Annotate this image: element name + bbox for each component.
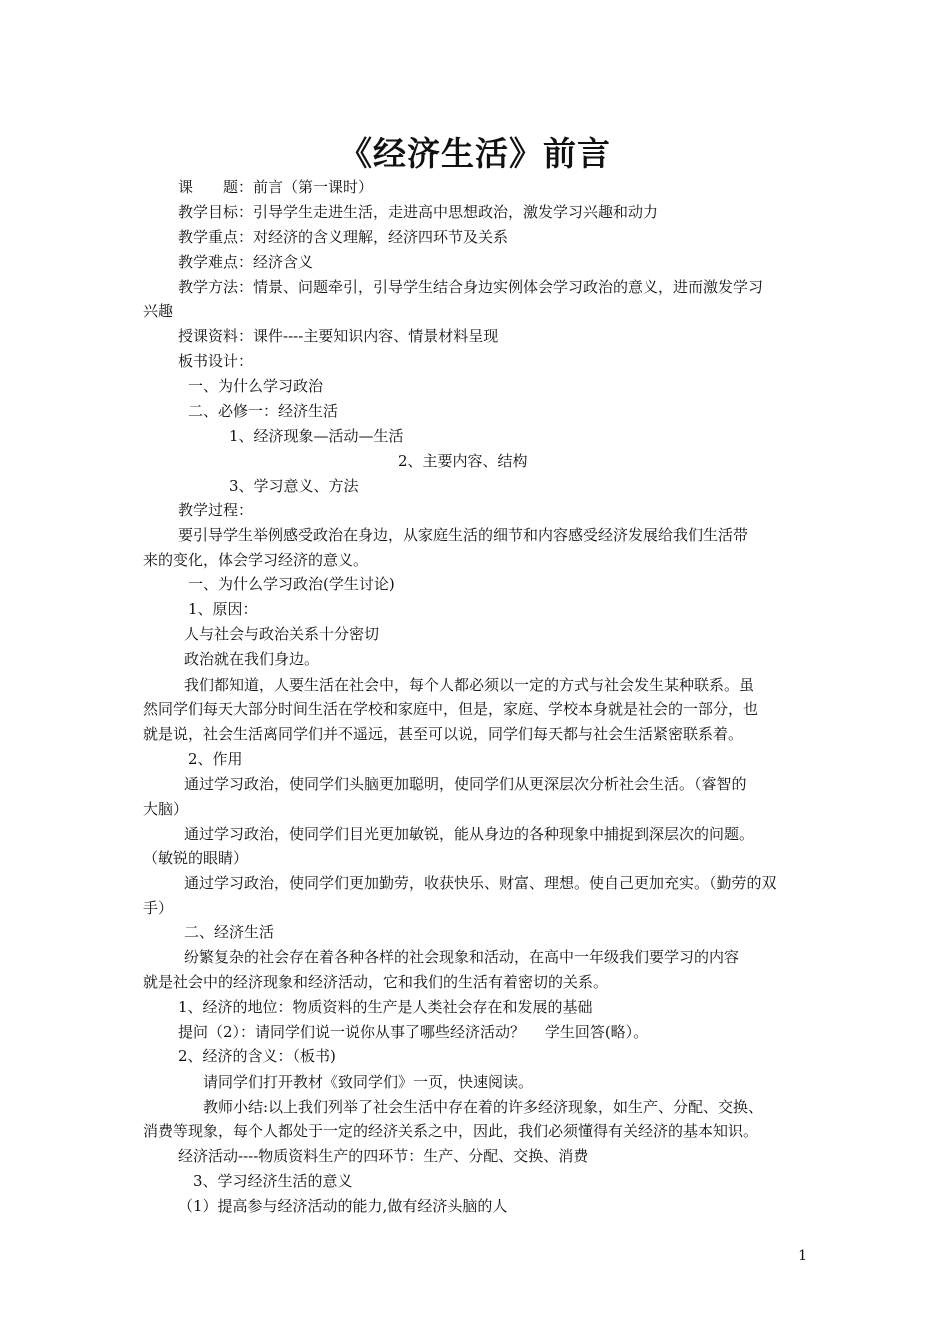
- text-line: 政治就在我们身边。: [184, 650, 320, 668]
- course-line: [178, 177, 373, 197]
- text-line: 请同学们打开教材《致同学们》一页，快速阅读。: [203, 1073, 534, 1091]
- paragraph-line: 我们都知道，人要生活在社会中，每个人都必须以一定的方式与社会发生某种联系。虽: [184, 676, 755, 694]
- text-line: 人与社会与政治关系十分密切: [184, 625, 380, 643]
- board-item: 1、经济现象—活动—生活: [229, 427, 404, 445]
- paragraph-line: 消费等现象，每个人都处于一定的经济关系之中，因此，我们必须懂得有关经济的基本知识。: [143, 1122, 759, 1140]
- board-item: 二、必修一：经济生活: [188, 402, 339, 420]
- teaching-method-line2: 兴趣: [143, 302, 174, 320]
- paragraph-line: 通过学习政治，使同学们头脑更加聪明，使同学们从更深层次分析社会生活。（睿智的: [184, 775, 747, 793]
- list-item: 3、学习经济生活的意义: [193, 1172, 353, 1190]
- board-item: 一、为什么学习政治: [188, 377, 324, 395]
- teaching-materials: 授课资料：课件----主要知识内容、情景材料呈现: [178, 327, 499, 345]
- teaching-method-line1: 教学方法：情景、问题牵引，引导学生结合身边实例体会学习政治的意义，进而激发学习: [178, 278, 764, 296]
- paragraph-line: 通过学习政治，使同学们更加勤劳，收获快乐、财富、理想。使自己更加充实。（勤劳的双: [184, 874, 777, 892]
- paragraph-line: 就是说，社会生活离同学们并不遥远，甚至可以说，同学们每天都与社会生活紧密联系着。: [143, 725, 744, 743]
- question-line: 提问（2）：请同学们说一说你从事了哪些经济活动？ 学生回答(略）。: [178, 1023, 649, 1041]
- process-heading: 教学过程：: [178, 501, 254, 519]
- paragraph-line: 来的变化，体会学习经济的意义。: [143, 551, 369, 569]
- paragraph-line: 然同学们每天大部分时间生活在学校和家庭中，但是，家庭、学校本身就是社会的一部分，也: [143, 700, 759, 718]
- course-value: 前言（第一课时）: [253, 178, 374, 196]
- page-number: 1: [798, 1248, 807, 1264]
- paragraph-line: 大脑）: [143, 800, 189, 818]
- list-item: （1）提高参与经济活动的能力,做有经济头脑的人: [178, 1197, 508, 1215]
- teaching-goal: 教学目标：引导学生走进生活，走进高中思想政治，激发学习兴趣和动力: [178, 203, 659, 221]
- paragraph-line: 教师小结:以上我们列举了社会生活中存在着的许多经济现象，如生产、分配、交换、: [203, 1098, 764, 1116]
- teaching-difficulty: 教学难点：经济含义: [178, 253, 314, 271]
- list-item: 1、经济的地位：物质资料的生产是人类社会存在和发展的基础: [178, 998, 593, 1016]
- subsection-heading: 1、原因：: [188, 600, 258, 618]
- paragraph-line: 就是社会中的经济现象和经济活动，它和我们的生活有着密切的关系。: [143, 973, 609, 991]
- board-item: 2、主要内容、结构: [398, 452, 528, 470]
- section-heading: 二、经济生活: [184, 923, 275, 941]
- paragraph-line: （敏锐的眼睛）: [143, 849, 249, 867]
- text-line: 经济活动----物质资料生产的四环节：生产、分配、交换、消费: [178, 1147, 589, 1165]
- teaching-key-point: 教学重点：对经济的含义理解，经济四环节及关系: [178, 228, 509, 246]
- list-item: 2、经济的含义：（板书): [178, 1047, 336, 1065]
- paragraph-line: 要引导学生举例感受政治在身边，从家庭生活的细节和内容感受经济发展给我们生活带: [178, 526, 749, 544]
- document-title: 《经济生活》前言: [339, 134, 611, 173]
- paragraph-line: 纷繁复杂的社会存在着各种各样的社会现象和活动，在高中一年级我们要学习的内容: [184, 948, 740, 966]
- section-heading: 一、为什么学习政治(学生讨论): [188, 575, 395, 593]
- board-design-heading: 板书设计：: [178, 352, 254, 370]
- paragraph-line: 通过学习政治，使同学们目光更加敏锐，能从身边的各种现象中捕捉到深层次的问题。: [184, 825, 755, 843]
- subsection-heading: 2、作用: [188, 750, 243, 768]
- paragraph-line: 手）: [143, 899, 174, 917]
- board-item: 3、学习意义、方法: [229, 477, 359, 495]
- course-label: 课 题：: [178, 178, 254, 196]
